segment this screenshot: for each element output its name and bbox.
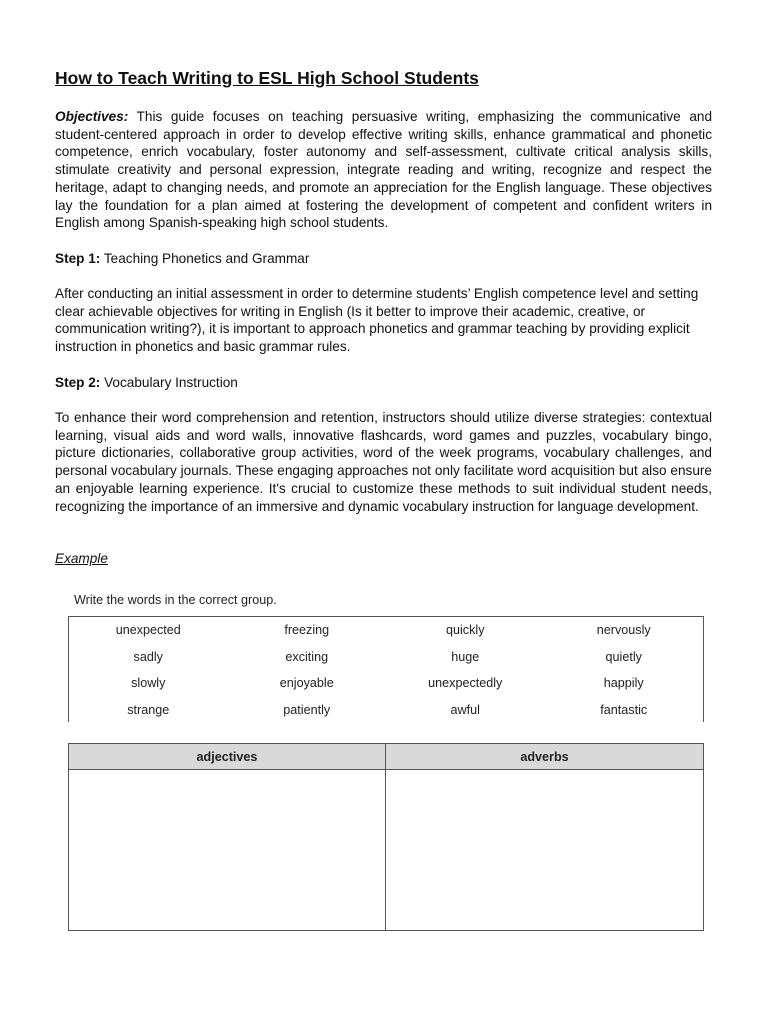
adjectives-column-header: adjectives: [69, 744, 386, 770]
word-bank-item: slowly: [131, 676, 166, 691]
step1-label: Step 1:: [55, 251, 101, 266]
word-bank: [68, 616, 704, 722]
word-bank-item: happily: [603, 676, 644, 691]
adverbs-answer-cell: [386, 770, 703, 930]
word-bank-item: nervously: [596, 623, 651, 637]
step2-title: Vocabulary Instruction: [100, 375, 238, 390]
exercise-instruction: Write the words in the correct group.: [74, 593, 277, 607]
objectives-text: This guide focuses on teaching persuasive writing, emphasizing the communicative and student-centered approach in order to develop effective writing skills, enhance grammatical and phonetic competence, enrich vocabulary, foster autonomy and self-assessment, cultivate critical analysis skills, stimulate creativity and personal expression, integrate reading and writing, recognize and respect the heritage, adapt to changing needs, and promote an appreciation for the English language. These objectives lay the foundation for a plan aimed at fostering the development of competent and confident writers in English among Spanish-speaking high school students.: [55, 109, 712, 231]
objectives-paragraph: [55, 108, 712, 232]
word-bank-grid: [69, 617, 703, 724]
word-bank-item: freezing: [284, 623, 330, 637]
word-bank-item: fantastic: [600, 703, 648, 718]
word-bank-item: sadly: [133, 649, 163, 664]
adjectives-answer-cell: [69, 770, 386, 930]
word-bank-item: quietly: [605, 649, 642, 664]
word-bank-item: awful: [450, 703, 480, 718]
word-bank-item: enjoyable: [279, 676, 334, 691]
step1-heading: [55, 250, 712, 268]
step2-label: Step 2:: [55, 375, 101, 390]
word-bank-item: patiently: [283, 703, 331, 718]
adverbs-column-header: adverbs: [386, 744, 703, 770]
word-bank-item: exciting: [285, 649, 329, 664]
step2-heading: [55, 374, 712, 392]
word-bank-item: strange: [127, 703, 170, 718]
example-label: Example: [55, 551, 108, 566]
word-bank-item: huge: [451, 649, 480, 664]
step1-body: After conducting an initial assessment in order to determine students’ English competence level and setting clear achievable objectives for writing in English (Is it better to improve their academic, creative, or communication writing?), it is important to approach phonetics and grammar teaching by providing explicit instruction in phonetics and basic grammar rules.: [55, 286, 699, 355]
word-bank-item: unexpected: [115, 623, 181, 637]
objectives-label: Objectives:: [55, 109, 129, 124]
step2-body: To enhance their word comprehension and retention, instructors should utilize diverse strategies: contextual learning, visual aids and word walls, innovative flashcards, word games and puzzles, vocabulary bingo, picture dictionaries, collaborative group activities, word of the week programs, vocabulary challenges, and personal vocabulary journals. These engaging approaches not only facilitate word acquisition but also ensure an enjoyable learning experience. It's crucial to customize these methods to suit individual student needs, recognizing the importance of an immersive and dynamic vocabulary instruction for language development.: [55, 410, 712, 514]
step1-title: Teaching Phonetics and Grammar: [100, 251, 310, 266]
word-bank-item: unexpectedly: [428, 676, 503, 691]
sorting-table: [68, 743, 704, 931]
document-title: How to Teach Writing to ESL High School Students: [55, 68, 479, 88]
word-bank-item: quickly: [446, 623, 485, 637]
